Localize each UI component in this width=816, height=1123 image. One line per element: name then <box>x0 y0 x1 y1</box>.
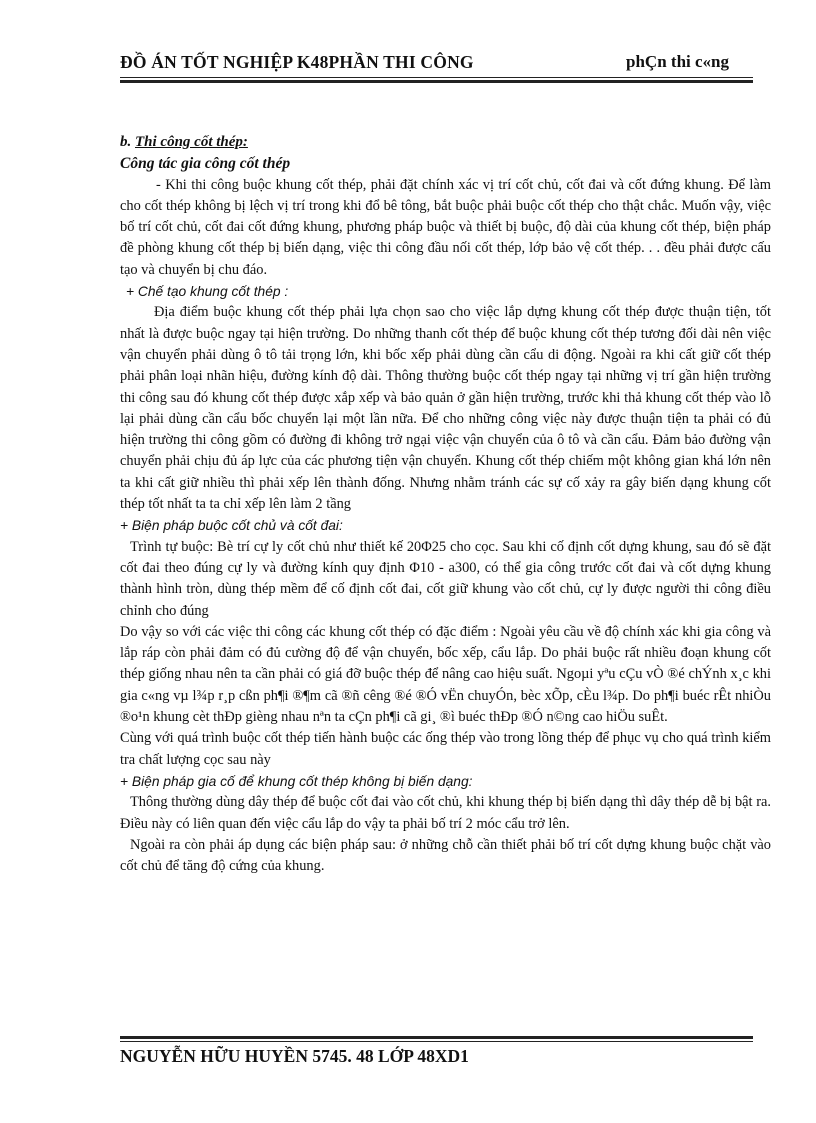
header-section-label: phÇn thi c«ng <box>626 52 729 71</box>
header-rule-thick <box>120 80 753 83</box>
paragraph-5: Cùng với quá trình buộc cốt thép tiến hành buộc các ống thép vào trong lồng thép để phục vụ cho quá trình kiểm tra chất lượng cọc sau này <box>120 730 771 768</box>
paragraph-6: Thông thường dùng dây thép để buộc cốt đai vào cốt chủ, khi khung thép bị biến dạng thì dây thép dễ bị bật ra. Điều này có liên quan đến việc cẩu lắp do vậy ta phải bố trí 2 móc cẩu trở lên. <box>120 794 771 832</box>
section-heading <box>120 132 771 153</box>
bullet-heading-2: + Biện pháp buộc cốt chủ và cốt đai: <box>120 518 343 534</box>
paragraph-7: Ngoài ra còn phải áp dụng các biện pháp sau: ở những chỗ cần thiết phải bố trí cốt dựng khung buộc chặt vào cốt chủ để tăng độ cứng của khung. <box>120 836 771 875</box>
header-rule-thin <box>120 77 753 78</box>
section-marker: b. <box>120 134 135 150</box>
section-title: Thi công cốt thép: <box>135 134 248 150</box>
bullet-heading-1: + Chế tạo khung cốt thép : <box>126 284 289 300</box>
page-footer: NGUYỄN HỮU HUYỀN 5745. 48 LỚP 48XD1 <box>120 1046 469 1066</box>
subsection-heading: Công tác gia công cốt thép <box>120 155 291 173</box>
paragraph-1: - Khi thi công buộc khung cốt thép, phải đặt chính xác vị trí cốt chủ, cốt đai và cốt đứng khung. Để làm cho cốt thép không bị lệch vị trí trong khi đổ bê tông, bắt buộc phải buộc cốt thép cho thật chắc. Muốn vậy, việc bố trí cốt chủ, cốt đai cốt đứng khung, phương pháp buộc và thiết bị buộc, độ dài của khung cốt thép, biện pháp đề phòng khung cốt thép bị biến dạng, việc thi công đầu nối cốt thép, lớp bảo vệ cốt thép. . . đều phải được cấu tạo và chuyển bị chu đáo. <box>120 176 771 278</box>
page-header <box>120 50 733 78</box>
header-title: ĐỒ ÁN TỐT NGHIỆP K48PHẦN THI CÔNG <box>120 52 474 72</box>
paragraph-3: Trình tự buộc: Bè trí cự ly cốt chủ như thiết kế 20Φ25 cho cọc. Sau khi cố định cốt dựng khung, sau đó sẽ đặt cốt đai theo đúng cự ly và đường kính quy định Φ10 - a300, có thể gia công trước cốt đai và cốt dựng khung thành hình tròn, dùng thép mềm để cố định cốt đai, cốt giữ khung vào cốt chủ, cự ly được người thi công điều chỉnh cho đúng <box>120 538 771 619</box>
paragraph-4: Do vậy so với các việc thi công các khung cốt thép có đặc điểm : Ngoài yêu cầu về độ chính xác khi gia công và lắp ráp còn phải đảm có đủ cường độ để vận chuyển, bốc xếp, cẩu lắp. Do phải buộc rất nhiều đoạn khung cốt thép giống nhau nên ta cần phải có giá đỡ buộc thép để nâng cao hiệu suất. Ngoµi yªu cÇu vÒ ®é chÝnh x¸c khi gia c«ng vµ l¾p r¸p cßn ph¶i ®¶m cã ®ñ cêng ®é ®Ó vËn chuyÓn, bèc xÕp, cÈu l¾p. Do ph¶i buéc rÊt nhiÒu ®o¹n khung cèt thÐp gièng nhau nªn ta cÇn ph¶i cã gi¸ ®ì buéc thÐp ®Ó n©ng cao hiÖu suÊt. <box>120 623 771 726</box>
paragraph-2: Địa điểm buộc khung cốt thép phải lựa chọn sao cho việc lắp dựng khung cốt thép được thuận tiện, tốt nhất là được buộc ngay tại hiện trường. Do những thanh cốt thép để buộc khung cốt thép tương đối dài nên việc vận chuyển phải dùng ô tô tải trọng lớn, khi bốc xếp phải dùng cần cẩu di động. Ngoài ra khi cất giữ cốt thép phải phân loại nhãn hiệu, đường kính độ dài. Thông thường buộc cốt thép ngay tại những vị trí gần hiện trường thi công sau đó khung cốt thép được xắp xếp và bảo quản ở gần hiện trường, trước khi thả khung cốt thép vào lỗ lại phải dùng cần cẩu bốc chuyển lại một lần nữa. Để cho những công việc này được thuận tiện ta phải có đủ hiện trường thi công gồm có đường đi không trở ngại việc vận chuyển của ô tô và cần cẩu. Đảm bảo đường vận chuyển phải chịu đủ áp lực của các phương tiện vận chuyển. Khung cốt thép chiếm một không gian khá lớn nên ta khi cất giữ nhiều thì phải xếp lên thành đống. Nhưng nhằm tránh các sự cố xảy ra gây biến dạng khung cốt thép tốt nhất ta ta chỉ xếp lên làm 2 tầng <box>120 304 771 513</box>
footer-rule-thick <box>120 1036 753 1039</box>
document-body <box>120 132 771 877</box>
bullet-heading-3: + Biện pháp gia cố để khung cốt thép không bị biến dạng: <box>120 773 473 789</box>
footer-rule-thin <box>120 1041 753 1042</box>
